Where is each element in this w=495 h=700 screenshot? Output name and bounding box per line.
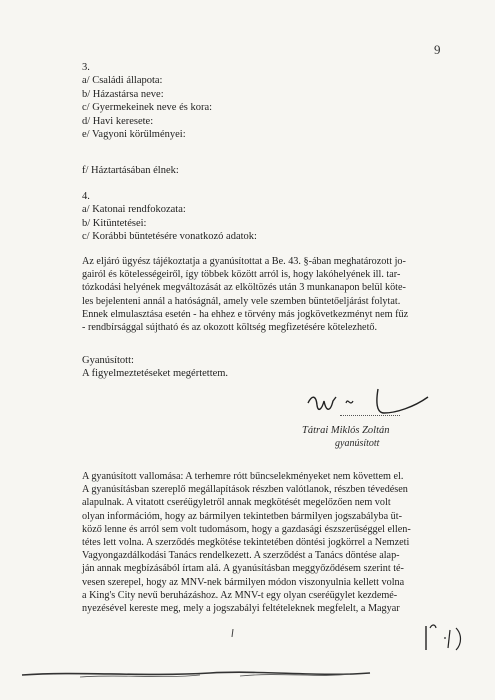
paragraph-line: köző lenne és arról sem volt tudomásom, hogy a gazdasági észszerűséggel ellen- [82,523,411,535]
acknowledgement-label: Gyanúsított: [82,355,134,366]
section-3-item: a/ Családi állapota: [82,75,163,87]
stray-pen-mark [230,628,236,638]
paragraph-line: tétes lett volna. A szerződés megkötése tekintetében döntési jogkörrel a Nemzeti [82,537,410,549]
section-3 [82,61,212,141]
section-4-number: 4. [82,191,90,202]
section-4 [82,190,257,244]
paragraph-line: vesen szerepel, hogy az MNV-nek bármilyen módon viszonyulnia kellett volna [82,576,405,588]
section-3-item: e/ Vagyoni körülményei: [82,129,186,141]
paragraph-line: tózkodási helyének megváltozását az elköltözés után 3 munkanapon belül köte- [82,282,406,294]
paragraph-line: olyan információm, hogy az bármilyen tekintetben bármilyen jogszabályba üt- [82,510,402,522]
section-3-item: c/ Gyermekeinek neve és kora: [82,102,213,114]
paragraph-line: A gyanúsított vallomása: A terhemre rótt bűncselekményeket nem követtem el. [82,471,404,482]
warning-paragraph [82,255,440,334]
acknowledgement [82,354,228,381]
page-number: 9 [434,42,441,57]
signatory-name: Tátrai Miklós Zoltán [302,425,390,436]
section-4-item: c/ Korábbi büntetésére vonatkozó adatok: [82,231,257,243]
paragraph-line: A gyanúsításban szereplő megállapítások részben valótlanok, részben tévedésen [82,484,408,496]
paragraph-line: Ennek elmulasztása esetén - ha ehhez e törvény más jogkövetkezményt nem fűz [82,308,409,320]
paragraph-line: ján annak megbízásából írtam alá. A gyanúsításban meggyőződésem szerint té- [82,563,404,575]
section-3-item: b/ Házastársa neve: [82,88,164,100]
paragraph-line: Vagyongazdálkodási Tanács rendelkezett. A szerződést a Tanács döntése alap- [82,550,400,562]
statement-paragraph [82,470,452,615]
handwritten-initials [418,618,468,658]
section-4-item: b/ Kitüntetései: [82,217,147,229]
paragraph-line: - rendbírsággal sújtható és az okozott költség megfizetésére kötelezhető. [82,322,378,334]
paragraph-line: les bejelenteni annál a hatóságnál, amely vele szemben büntetőeljárást folytat. [82,295,401,307]
household-label: f/ Háztartásában élnek: [82,165,179,176]
paragraph-line: Az eljáró ügyész tájékoztatja a gyanúsítottat a Be. 43. §-ában meghatározott jo- [82,256,406,267]
paragraph-line: a King's City nevű beruházáshoz. Az MNV-t egy olyan cseréügylet kezdemé- [82,589,398,601]
paragraph-line: alapulnak. A vitatott cseréügyletről annak megkötését megelőzően nem volt [82,497,391,509]
household-line [82,164,179,177]
signatory-role: gyanúsított [335,438,380,449]
section-3-item: d/ Havi keresete: [82,115,154,127]
paragraph-line: nyezésével kereste meg, mely a jogszabályi feltételeknek megfelelt, a Magyar [82,603,400,615]
section-3-number: 3. [82,62,90,73]
acknowledgement-text: A figyelmeztetéseket megértettem. [82,368,229,380]
paragraph-line: gairól és kötelességeiről, így többek között arról is, hogy lakóhelyének ill. tar- [82,269,401,281]
section-4-item: a/ Katonai rendfokozata: [82,204,186,216]
bottom-handwritten-rule [20,655,480,685]
signature-dotted-line [340,415,400,416]
handwritten-signature [300,383,440,423]
